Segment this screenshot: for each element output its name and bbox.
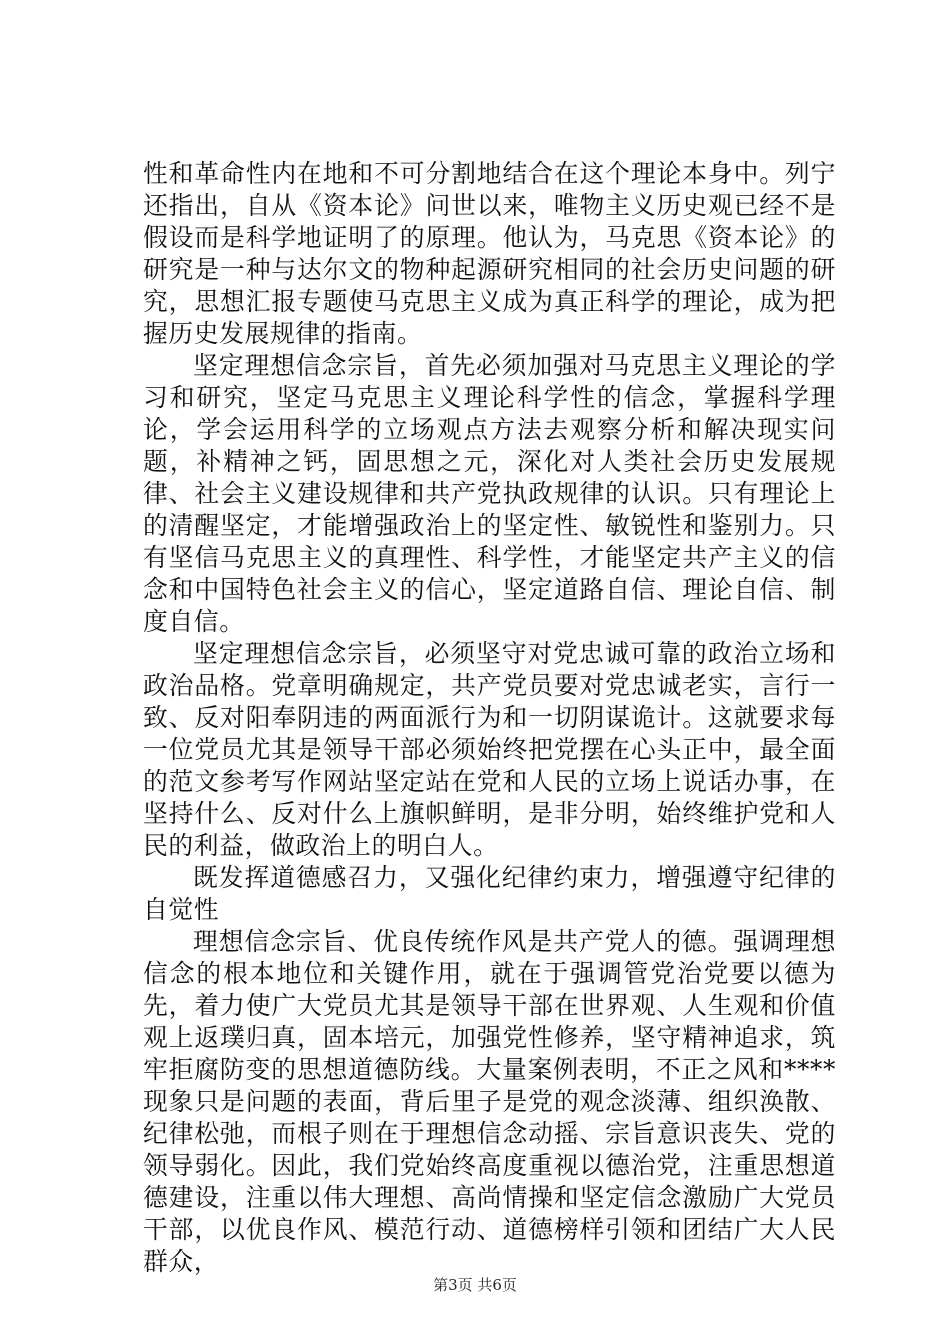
section-heading: 既发挥道德感召力，又强化纪律约束力，增强遵守纪律的自觉性 — [143, 863, 836, 924]
paragraph-1: 性和革命性内在地和不可分割地结合在这个理论本身中。列宁还指出，自从《资本论》问世以来，唯物主义历史观已经不是假设而是科学地证明了的原理。他认为，马克思《资本论》的研究是一种与达尔文的物种起源研究相同的社会历史问题的研究，思想汇报专题使马克思主义成为真正科学的理论，成为把握历史发展规律的指南。 — [143, 159, 836, 348]
paragraph-3: 坚定理想信念宗旨，必须坚守对党忠诚可靠的政治立场和政治品格。党章明确规定，共产党员要对党忠诚老实，言行一致、反对阳奉阴违的两面派行为和一切阴谋诡计。这就要求每一位党员尤其是领导干部必须始终把党摆在心头正中，最全面的范文参考写作网站坚定站在党和人民的立场上说话办事，在坚持什么、反对什么上旗帜鲜明，是非分明，始终维护党和人民的利益，做政治上的明白人。 — [143, 639, 836, 860]
paragraph-2: 坚定理想信念宗旨，首先必须加强对马克思主义理论的学习和研究，坚定马克思主义理论科学性的信念，掌握科学理论，学会运用科学的立场观点方法去观察分析和解决现实问题，补精神之钙，固思想之元，深化对人类社会历史发展规律、社会主义建设规律和共产党执政规律的认识。只有理论上的清醒坚定，才能增强政治上的坚定性、敏锐性和鉴别力。只有坚信马克思主义的真理性、科学性，才能坚定共产主义的信念和中国特色社会主义的信心，坚定道路自信、理论自信、制度自信。 — [143, 351, 836, 636]
document-body — [143, 158, 836, 1278]
paragraph-4: 理想信念宗旨、优良传统作风是共产党人的德。强调理想信念的根本地位和关键作用，就在于强调管党治党要以德为先，着力使广大党员尤其是领导干部在世界观、人生观和价值观上返璞归真，固本培元，加强党性修养，坚守精神追求，筑牢拒腐防变的思想道德防线。大量案例表明，不正之风和****现象只是问题的表面，背后里子是党的观念淡薄、组织涣散、纪律松弛，而根子则在于理想信念动摇、宗旨意识丧失、党的领导弱化。因此，我们党始终高度重视以德治党，注重思想道德建设，注重以伟大理想、高尚情操和坚定信念激励广大党员干部，以优良作风、模范行动、道德榜样引领和团结广大人民群众， — [143, 927, 836, 1276]
page-footer: 第3页 共6页 — [433, 1276, 517, 1294]
